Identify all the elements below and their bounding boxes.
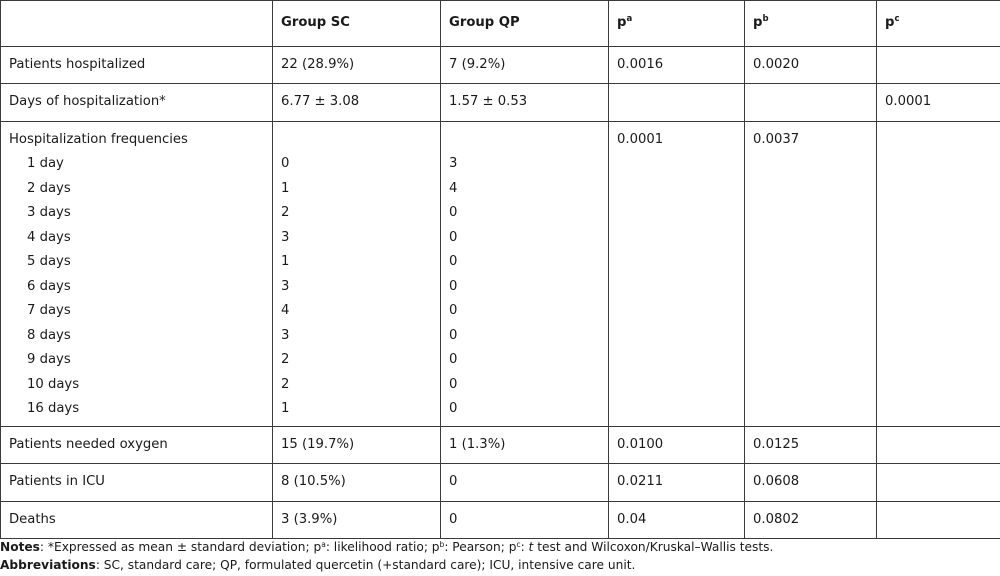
freq-qp-value: 0 [449,401,458,416]
freq-day-label: 10 days [27,376,80,392]
frequencies-row [1,121,1000,426]
freq-qp-value: 0 [449,254,458,269]
freq-day-label: 8 days [27,327,71,343]
freq-day-label: 2 days [27,180,71,196]
header-pa: $p^a$ [609,1,745,47]
abbreviations-line: Abbreviations: SC, standard care; QP, formulated quercetin (+standard care); ICU, intensive care unit. [0,558,636,572]
abbreviations-label: Abbreviations [0,558,96,572]
cell-qp: 1.57 ± 0.53 [441,84,609,122]
cell-qp: 0 [441,501,609,539]
cell-pa: 0.0211 [609,464,745,502]
freq-qp-value: 3 [449,156,458,171]
freq-sc-value: 2 [281,352,290,367]
freq-day-label: 9 days [27,352,71,367]
header-row [1,1,1000,47]
frequencies-sc [273,121,441,426]
freq-qp-value: 0 [449,303,458,318]
frequencies-pb: 0.0037 [745,121,877,426]
freq-sc-value: 3 [281,229,290,245]
cell-pc [877,501,1000,539]
freq-sc-value: 3 [281,327,290,343]
cell-qp: 1 (1.3%) [441,426,609,464]
frequencies-title: Hospitalization frequencies [9,131,188,147]
freq-qp-value: 0 [449,352,458,367]
freq-qp-value: 0 [449,205,458,220]
notes-line: Notes: *Expressed as mean ± standard deviation; $p^a$: likelihood ratio; $p^b$: Pearson; $p^c$: t test and Wilcoxon/Kruskal–Wallis tests. [0,540,774,554]
table-row [1,464,1000,502]
table-row [1,426,1000,464]
cell-pb: 0.0020 [745,46,877,84]
cell-pb: 0.0802 [745,501,877,539]
cell-pc [877,464,1000,502]
row-label: Patients needed oxygen [1,426,273,464]
freq-sc-value: 2 [281,376,290,392]
freq-sc-value: 4 [281,303,290,318]
freq-qp-value: 0 [449,278,458,294]
frequencies-pa: 0.0001 [609,121,745,426]
cell-pb: 0.0608 [745,464,877,502]
header-empty [1,1,273,47]
header-group-sc: Group SC [273,1,441,47]
freq-sc-value: 1 [281,401,290,416]
cell-pa: 0.0100 [609,426,745,464]
notes-label: Notes [0,540,40,554]
freq-day-label: 5 days [27,254,71,269]
cell-pc [877,426,1000,464]
frequencies-qp [441,121,609,426]
cell-pb [745,84,877,122]
freq-day-label: 7 days [27,303,71,318]
header-group-qp: Group QP [441,1,609,47]
row-label: Patients in ICU [1,464,273,502]
freq-sc-value: 1 [281,254,290,269]
row-label: Days of hospitalization* [1,84,273,122]
freq-qp-value: 4 [449,180,458,196]
frequencies-pc [877,121,1000,426]
freq-day-label: 1 day [27,156,64,171]
table-footnotes [0,538,1000,574]
freq-sc-value: 2 [281,205,290,220]
cell-pa: 0.0016 [609,46,745,84]
freq-day-label: 4 days [27,229,71,245]
cell-sc: 15 (19.7%) [273,426,441,464]
table-row [1,46,1000,84]
freq-sc-value: 1 [281,180,290,196]
table-row [1,84,1000,122]
cell-sc: 8 (10.5%) [273,464,441,502]
freq-day-label: 6 days [27,278,71,294]
cell-sc: 22 (28.9%) [273,46,441,84]
freq-qp-value: 0 [449,376,458,392]
table-row [1,501,1000,539]
cell-qp: 7 (9.2%) [441,46,609,84]
cell-qp: 0 [441,464,609,502]
freq-sc-value: 3 [281,278,290,294]
cell-sc: 6.77 ± 3.08 [273,84,441,122]
cell-sc: 3 (3.9%) [273,501,441,539]
freq-sc-value: 0 [281,156,290,171]
freq-qp-value: 0 [449,327,458,343]
freq-day-label: 16 days [27,401,80,416]
row-label: Deaths [1,501,273,539]
header-pb: $p^b$ [745,1,877,47]
cell-pa [609,84,745,122]
cell-pa: 0.04 [609,501,745,539]
cell-pb: 0.0125 [745,426,877,464]
header-pc: $p^c$ [877,1,1000,47]
row-label: Patients hospitalized [1,46,273,84]
cell-pc: 0.0001 [877,84,1000,122]
frequencies-labels [1,121,273,426]
freq-day-label: 3 days [27,205,71,220]
freq-qp-value: 0 [449,229,458,245]
